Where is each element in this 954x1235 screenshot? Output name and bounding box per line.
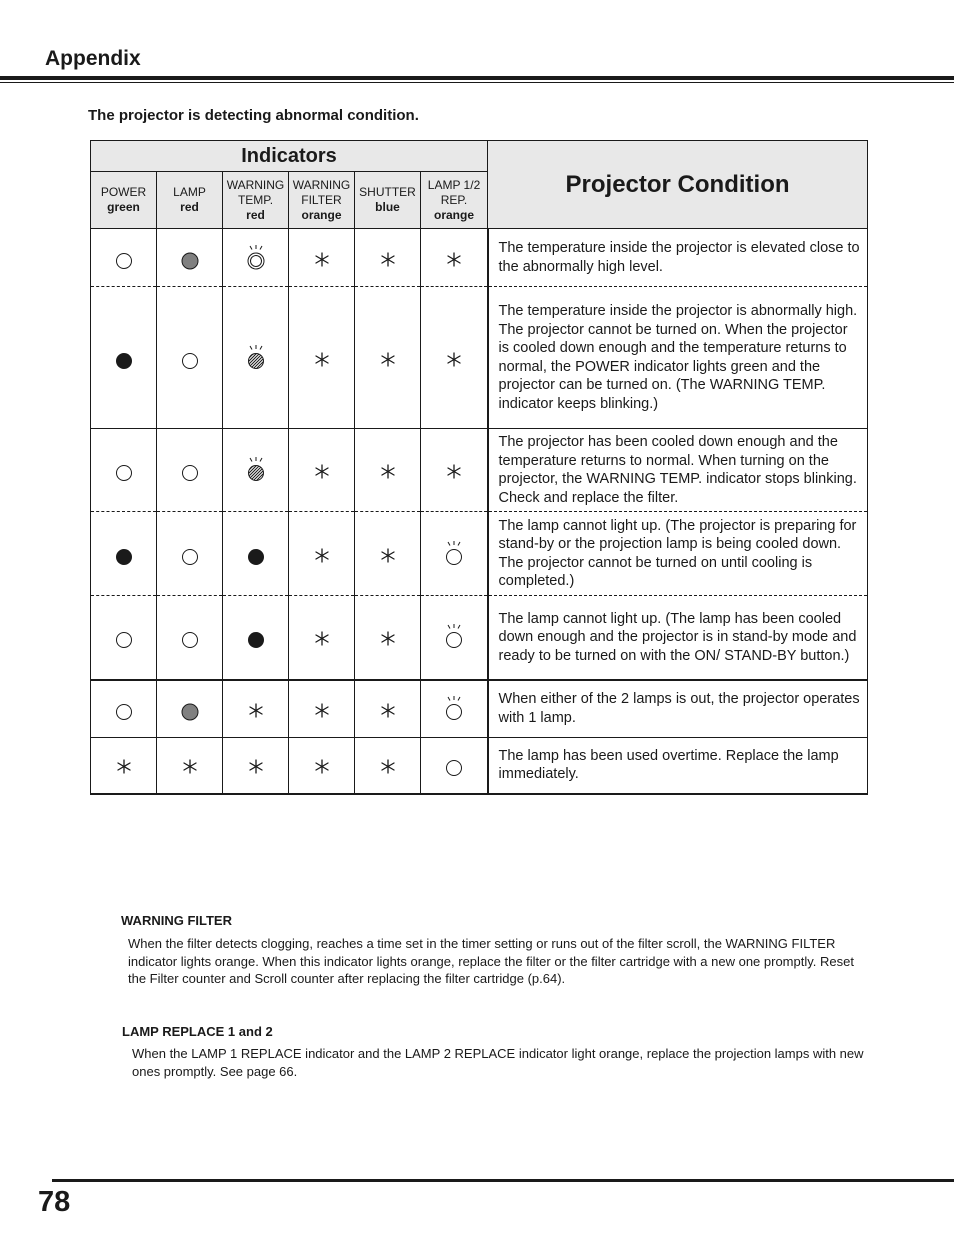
- indicator-any-state-icon: [441, 243, 467, 273]
- indicator-cell: [289, 429, 355, 512]
- column-header-name: LAMP: [173, 185, 206, 199]
- indicator-cell: [157, 287, 223, 429]
- indicator-cell: [355, 596, 421, 680]
- column-header-name: LAMP 1/2: [427, 177, 481, 192]
- indicator-off-icon: [111, 455, 137, 485]
- condition-text: The lamp cannot light up. (The projector is preparing for stand-by or the projection lamp is being cooled down. The projector cannot be turned on until cooling is completed.): [488, 512, 868, 596]
- indicator-cell: [421, 429, 488, 512]
- condition-text: The temperature inside the projector is elevated close to the abnormally high level.: [488, 229, 868, 287]
- condition-text: The lamp cannot light up. (The lamp has been cooled down enough and the projector is in stand-by mode and ready to be turned on with the ON/ STAND-BY button.): [488, 596, 868, 680]
- indicator-cell: [289, 680, 355, 738]
- column-header: [289, 172, 355, 229]
- column-header-color: red: [246, 207, 265, 222]
- indicator-cell: [91, 596, 157, 680]
- column-header-color: green: [107, 200, 140, 214]
- indicator-cell: [421, 512, 488, 596]
- indicator-cell: [223, 229, 289, 287]
- indicators-heading: Indicators: [91, 141, 488, 172]
- note-title-warning-filter: WARNING FILTER: [121, 913, 232, 928]
- indicator-cell: [223, 596, 289, 680]
- column-header: [223, 172, 289, 229]
- indicator-cell: [91, 680, 157, 738]
- indicator-cell: [421, 229, 488, 287]
- indicator-cell: [355, 512, 421, 596]
- indicator-cell: [157, 738, 223, 794]
- indicator-cell: [421, 596, 488, 680]
- indicator-cell: [355, 738, 421, 794]
- indicator-off-icon: [441, 750, 467, 780]
- table-caption: The projector is detecting abnormal condition.: [88, 107, 419, 124]
- indicator-cell: [289, 512, 355, 596]
- indicator-blinking-icon: [243, 343, 269, 373]
- column-header-name: SHUTTER: [359, 185, 416, 199]
- indicator-on-icon: [111, 539, 137, 569]
- indicator-cell: [421, 680, 488, 738]
- indicator-cell: [91, 738, 157, 794]
- indicator-cell: [289, 229, 355, 287]
- condition-text: The lamp has been used overtime. Replace the lamp immediately.: [488, 738, 868, 794]
- indicator-cell: [91, 287, 157, 429]
- indicator-off-icon: [111, 243, 137, 273]
- indicator-off-icon: [177, 539, 203, 569]
- note-body-lamp-replace: When the LAMP 1 REPLACE indicator and the LAMP 2 REPLACE indicator light orange, replace the projection lamps with new ones promptly. See page 66.: [132, 1046, 864, 1079]
- indicator-cell: [421, 287, 488, 429]
- indicator-off-icon: [177, 343, 203, 373]
- indicator-on-icon: [243, 622, 269, 652]
- indicator-any-state-icon: [375, 343, 401, 373]
- indicator-off-icon: [177, 622, 203, 652]
- indicator-cell: [157, 512, 223, 596]
- indicator-any-state-icon: [375, 622, 401, 652]
- column-header-name: REP.: [440, 192, 468, 207]
- indicator-cell: [157, 229, 223, 287]
- indicator-any-state-icon: [375, 539, 401, 569]
- indicator-on-icon: [243, 539, 269, 569]
- indicator-any-state-icon: [375, 243, 401, 273]
- indicator-cell: [355, 229, 421, 287]
- column-header: [355, 172, 421, 229]
- indicator-blinking-icon: [441, 694, 467, 724]
- indicator-any-state-icon: [375, 694, 401, 724]
- indicator-cell: [223, 738, 289, 794]
- table-row: [91, 680, 868, 738]
- indicator-blinking-icon: [243, 455, 269, 485]
- column-header-color: red: [180, 200, 199, 214]
- indicator-any-state-icon: [309, 343, 335, 373]
- header-rule-thin: [0, 82, 954, 83]
- column-header: [421, 172, 488, 229]
- indicator-cell: [91, 429, 157, 512]
- column-header-color: blue: [375, 200, 400, 214]
- indicator-any-state-icon: [309, 622, 335, 652]
- indicator-any-state-icon: [111, 750, 137, 780]
- condition-text: The temperature inside the projector is abnormally high. The projector cannot be turned on. When the projector is cooled down enough and the temperature returns to normal, the POWER indicator lights green and the projector can be turned on. (The WARNING TEMP. indicator keeps blinking.): [488, 287, 868, 429]
- column-header: [157, 172, 223, 229]
- column-header-name: POWER: [100, 185, 147, 199]
- indicator-any-state-icon: [309, 750, 335, 780]
- note-body-warning-filter: When the filter detects clogging, reaches a time set in the timer setting or runs out of the filter scroll, the WARNING FILTER indicator lights orange. When this indicator lights orange, replace the filter or the filter cartridge with a new one promptly. Reset the Filter counter and Scroll counter after replacing the filter cartridge (p.64).: [128, 936, 854, 986]
- condition-text: When either of the 2 lamps is out, the projector operates with 1 lamp.: [488, 680, 868, 738]
- indicator-cell: [223, 512, 289, 596]
- indicator-cell: [157, 596, 223, 680]
- indicator-blinking-icon: [441, 622, 467, 652]
- indicator-any-state-icon: [441, 455, 467, 485]
- indicator-cell: [91, 512, 157, 596]
- footer-rule: [52, 1179, 954, 1182]
- indicator-any-state-icon: [243, 694, 269, 724]
- page-number: 78: [38, 1186, 71, 1218]
- section-title: Appendix: [45, 47, 141, 70]
- indicator-cell: [355, 287, 421, 429]
- indicator-on-icon: [111, 343, 137, 373]
- indicator-table: [90, 140, 868, 795]
- condition-heading: Projector Condition: [488, 141, 868, 229]
- table-row: [91, 229, 868, 287]
- indicator-cell: [289, 738, 355, 794]
- indicator-cell: [157, 429, 223, 512]
- indicator-any-state-icon: [309, 539, 335, 569]
- indicator-off-icon: [111, 694, 137, 724]
- indicator-any-state-icon: [309, 694, 335, 724]
- table-row: [91, 287, 868, 429]
- column-header-name: WARNING: [226, 177, 285, 192]
- indicator-cell: [355, 429, 421, 512]
- table-row: [91, 512, 868, 596]
- column-header-color: orange: [301, 207, 342, 222]
- indicator-any-state-icon: [441, 343, 467, 373]
- indicator-off-icon: [177, 455, 203, 485]
- indicator-cell: [223, 287, 289, 429]
- column-header-name: FILTER: [301, 192, 342, 207]
- indicator-blinking-icon: [441, 539, 467, 569]
- column-header-color: orange: [434, 207, 475, 222]
- indicator-any-state-icon: [375, 455, 401, 485]
- table-row: [91, 738, 868, 794]
- indicator-cell: [289, 287, 355, 429]
- indicator-cell: [157, 680, 223, 738]
- indicator-any-state-icon: [243, 750, 269, 780]
- indicator-blinking-icon: [243, 243, 269, 273]
- indicator-cell: [91, 229, 157, 287]
- column-header-name: TEMP.: [237, 192, 274, 207]
- indicator-on-red-icon: [177, 694, 203, 724]
- indicator-any-state-icon: [309, 243, 335, 273]
- note-title-lamp-replace: LAMP REPLACE 1 and 2: [122, 1024, 273, 1039]
- column-header-name: WARNING: [292, 177, 351, 192]
- indicator-cell: [223, 680, 289, 738]
- indicator-any-state-icon: [309, 455, 335, 485]
- table-row: [91, 596, 868, 680]
- header-rule-thick: [0, 76, 954, 80]
- column-header: [91, 172, 157, 229]
- indicator-any-state-icon: [177, 750, 203, 780]
- condition-text: The projector has been cooled down enough and the temperature returns to normal. When turning on the projector, the WARNING TEMP. indicator stops blinking. Check and replace the filter.: [488, 429, 868, 512]
- table-row: [91, 429, 868, 512]
- indicator-cell: [223, 429, 289, 512]
- indicator-cell: [421, 738, 488, 794]
- indicator-cell: [355, 680, 421, 738]
- indicator-off-icon: [111, 622, 137, 652]
- indicator-any-state-icon: [375, 750, 401, 780]
- indicator-on-red-icon: [177, 243, 203, 273]
- indicator-cell: [289, 596, 355, 680]
